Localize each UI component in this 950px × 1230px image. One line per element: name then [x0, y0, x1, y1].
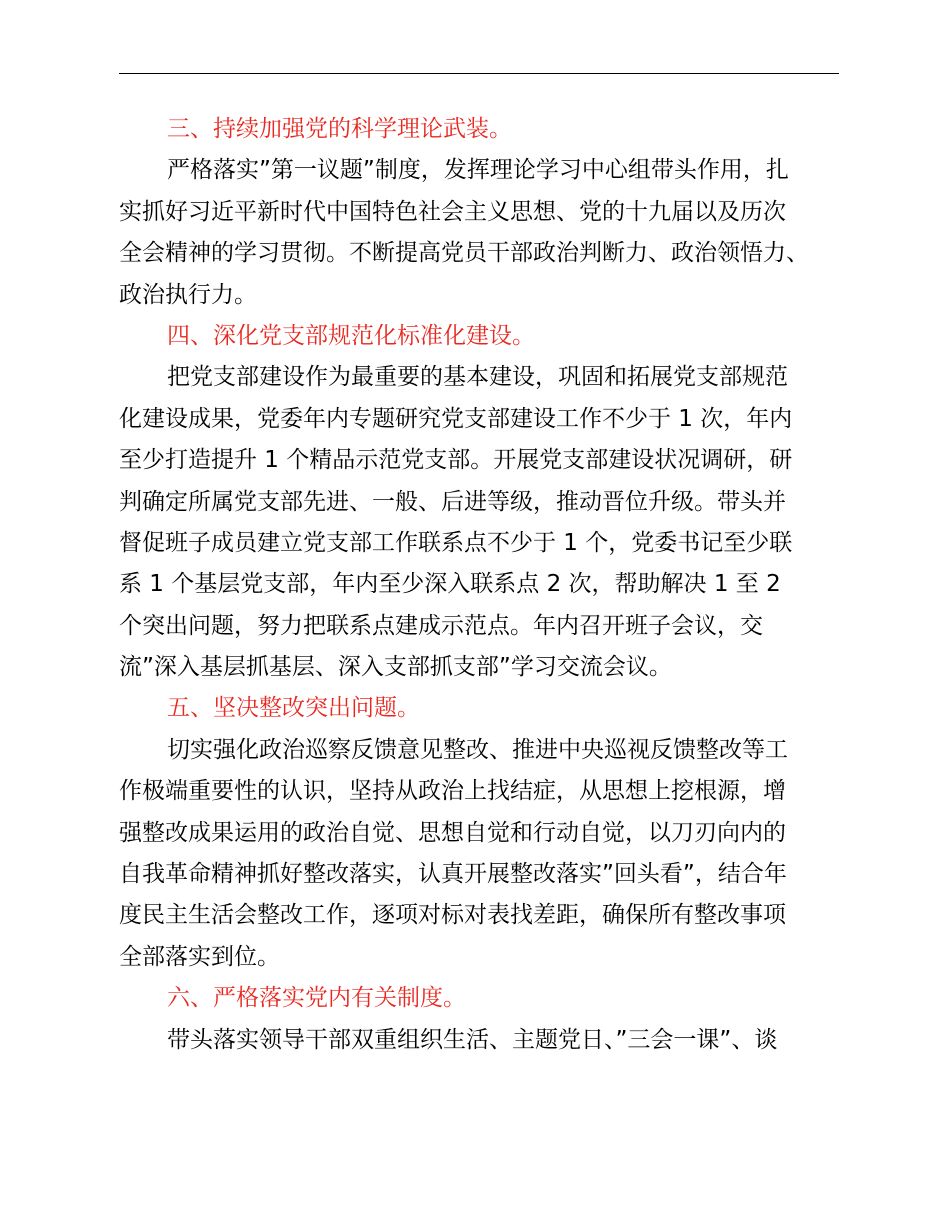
paragraph-line: 化建设成果，党委年内专题研究党支部建设工作不少于 1 次，年内: [119, 405, 793, 432]
paragraph-line: 流”深入基层抓基层、深入支部抓支部”学习交流会议。: [119, 654, 672, 681]
paragraph-line: 切实强化政治巡察反馈意见整改、推进中央巡视反馈整改等工: [167, 736, 788, 763]
header-rule: [119, 73, 839, 74]
section-heading: 三、持续加强党的科学理论武装。: [167, 116, 512, 142]
paragraph-line: 系 1 个基层党支部，年内至少深入联系点 2 次，帮助解决 1 至 2: [119, 571, 781, 598]
document-body: [119, 109, 841, 1061]
section-heading: 六、严格落实党内有关制度。: [167, 985, 466, 1012]
paragraph-line: 个突出问题，努力把联系点建成示范点。年内召开班子会议，交: [119, 612, 763, 639]
paragraph-line: 自我革命精神抓好整改落实，认真开展整改落实”回头看”，结合年: [119, 861, 787, 888]
paragraph-line: 度民主生活会整改工作，逐项对标对表找差距，确保所有整改事项: [119, 902, 786, 929]
section-heading: 四、深化党支部规范化标准化建设。: [167, 322, 535, 349]
paragraph-line: 判确定所属党支部先进、一般、后进等级，推动晋位升级。带头并: [119, 488, 786, 515]
paragraph-line: 作极端重要性的认识，坚持从政治上找结症，从思想上挖根源，增: [119, 778, 786, 805]
paragraph-line: 全会精神的学习贯彻。不断提高党员干部政治判断力、政治领悟力、: [119, 240, 809, 267]
paragraph-line: 督促班子成员建立党支部工作联系点不少于 1 个，党委书记至少联: [119, 529, 793, 556]
paragraph-line: 政治执行力。: [119, 281, 257, 308]
section-heading: 五、坚决整改突出问题。: [167, 695, 420, 722]
paragraph-line: 强整改成果运用的政治自觉、思想自觉和行动自觉，以刀刃向内的: [119, 819, 786, 846]
paragraph-line: 带头落实领导干部双重组织生活、主题党日、”三会一课”、谈: [167, 1026, 778, 1053]
paragraph-line: 实抓好习近平新时代中国特色社会主义思想、党的十九届以及历次: [119, 198, 786, 225]
paragraph-line: 把党支部建设作为最重要的基本建设，巩固和拓展党支部规范: [167, 364, 788, 391]
paragraph-line: 全部落实到位。: [119, 943, 280, 970]
paragraph-line: 严格落实”第一议题”制度，发挥理论学习中心组带头作用，扎: [167, 157, 789, 184]
paragraph-line: 至少打造提升 1 个精品示范党支部。开展党支部建设状况调研，研: [119, 447, 793, 474]
